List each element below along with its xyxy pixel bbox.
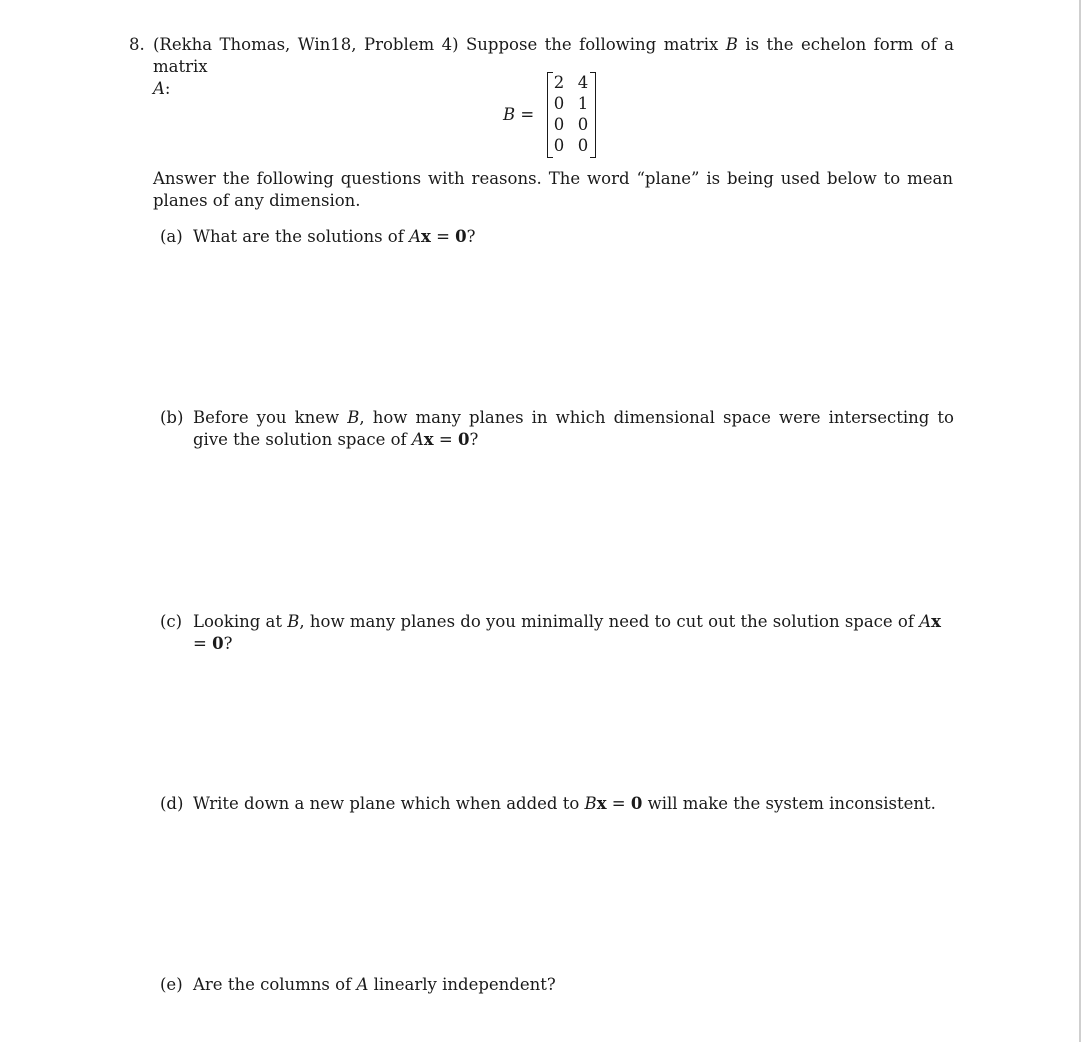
question-b	[160, 407, 954, 451]
question-c	[160, 611, 954, 655]
question-a	[160, 226, 954, 248]
question-text-part: will make the system inconsistent.	[647, 794, 936, 813]
instructions-paragraph: Answer the following questions with reasons. The word “plane” is being used below to mean planes of any dimension.	[153, 169, 953, 210]
matrix-cell: 0	[553, 136, 565, 155]
vector-symbol: x	[931, 612, 941, 631]
question-text-part: , how many planes do you minimally need to cut out the solution space of	[299, 612, 914, 631]
right-bracket	[590, 72, 596, 158]
matrix-lhs: B =	[503, 105, 535, 124]
zero-vector: 0	[212, 634, 224, 653]
vector-symbol: x	[421, 227, 431, 246]
matrix-cell: 2	[553, 73, 565, 92]
matrix-symbol: A	[153, 79, 165, 98]
matrix-cell: 0	[553, 94, 565, 113]
question-text-part: Are the columns of	[193, 975, 352, 994]
question-text	[193, 611, 954, 655]
matrix-cell: 4	[577, 73, 589, 92]
zero-vector: 0	[457, 430, 470, 449]
question-e	[160, 974, 954, 996]
equals-sign: =	[436, 227, 450, 246]
question-text-part: ?	[223, 634, 233, 653]
question-text-part: , how many planes in which dimensional space were intersecting to give the solution space of	[193, 408, 954, 449]
question-text-part: Looking at	[193, 612, 283, 631]
matrix-symbol: A	[411, 430, 424, 449]
question-text-part: Before you knew	[193, 408, 340, 427]
problem-text-part: Suppose the following matrix	[466, 35, 719, 54]
question-text	[193, 974, 954, 996]
question-label: (b)	[160, 408, 184, 427]
problem-text-part: is the echelon form of a matrix	[153, 35, 954, 76]
question-label: (c)	[160, 612, 183, 631]
question-text-part: ?	[469, 430, 479, 449]
matrix-symbol: B	[287, 612, 300, 631]
matrix-symbol: B	[347, 408, 360, 427]
question-label: (d)	[160, 794, 184, 813]
question-text	[193, 226, 954, 248]
matrix-symbol: A	[919, 612, 932, 631]
matrix-cell: 0	[577, 115, 589, 134]
question-text-part: linearly independent?	[373, 975, 556, 994]
zero-vector: 0	[630, 794, 643, 813]
matrix-cell: 0	[553, 115, 565, 134]
matrix-symbol: B	[584, 794, 597, 813]
matrix-symbol: B	[725, 35, 738, 54]
question-text	[193, 407, 954, 451]
question-text-part: Write down a new plane which when added to	[193, 794, 580, 813]
equals-sign: =	[438, 430, 453, 449]
equals-sign: =	[611, 794, 626, 813]
question-text	[193, 793, 954, 815]
problem-text-part: :	[164, 79, 171, 98]
matrix-cell: 0	[577, 136, 589, 155]
vector-symbol: x	[423, 430, 434, 449]
question-d	[160, 793, 954, 815]
matrix-symbol: A	[356, 975, 369, 994]
matrix-symbol: A	[409, 227, 421, 246]
question-label: (a)	[160, 227, 183, 246]
zero-vector: 0	[455, 227, 467, 246]
matrix-equation	[500, 70, 620, 160]
question-label: (e)	[160, 975, 183, 994]
problem-source: (Rekha Thomas, Win18, Problem 4)	[153, 35, 459, 54]
equals-sign: =	[193, 634, 207, 653]
vector-symbol: x	[596, 794, 607, 813]
question-text-part: ?	[466, 227, 476, 246]
question-text-part: What are the solutions of	[193, 227, 404, 246]
matrix-cell: 1	[577, 94, 589, 113]
problem-number: 8.	[129, 35, 145, 54]
